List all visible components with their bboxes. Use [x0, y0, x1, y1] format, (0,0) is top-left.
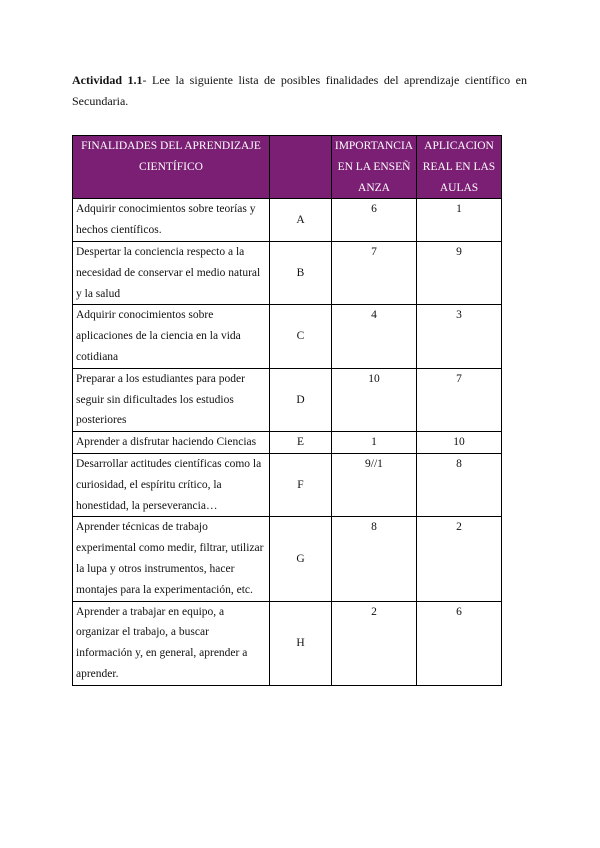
importancia-cell: 1 [332, 432, 417, 454]
aplicacion-cell: 7 [417, 368, 502, 431]
header-aplicacion: APLICACION REAL EN LAS AULAS [417, 136, 502, 199]
aplicacion-cell: 2 [417, 517, 502, 601]
table-row [73, 199, 502, 242]
aplicacion-cell: 10 [417, 432, 502, 454]
table-row [73, 453, 502, 516]
letter-cell: H [270, 601, 332, 685]
finalidad-cell: Preparar a los estudiantes para poder seguir sin dificultades los estudios posteriores [73, 368, 270, 431]
importancia-cell: 7 [332, 241, 417, 304]
finalidad-cell: Despertar la conciencia respecto a la necesidad de conservar el medio natural y la salud [73, 241, 270, 304]
importancia-cell: 4 [332, 305, 417, 368]
header-finalidades: FINALIDADES DEL APRENDIZAJE CIENTÍFICO [73, 136, 270, 199]
importancia-cell: 9//1 [332, 453, 417, 516]
letter-cell: A [270, 199, 332, 242]
finalidad-cell: Desarrollar actitudes científicas como la curiosidad, el espíritu crítico, la honestidad, la perseverancia… [73, 453, 270, 516]
activity-text: - Lee la siguiente lista de posibles finalidades del aprendizaje científico en Secundaria. [72, 73, 527, 108]
table-row [73, 368, 502, 431]
letter-cell: B [270, 241, 332, 304]
activity-intro [72, 70, 527, 112]
letter-cell: E [270, 432, 332, 454]
finalidad-cell: Aprender a trabajar en equipo, a organizar el trabajo, a buscar información y, en general, aprender a aprender. [73, 601, 270, 685]
aplicacion-cell: 8 [417, 453, 502, 516]
finalidad-cell: Adquirir conocimientos sobre teorías y hechos científicos. [73, 199, 270, 242]
table-header-row [73, 136, 502, 199]
activity-label: Actividad 1.1 [72, 73, 143, 87]
table-row [73, 601, 502, 685]
letter-cell: F [270, 453, 332, 516]
aplicacion-cell: 3 [417, 305, 502, 368]
aplicacion-cell: 9 [417, 241, 502, 304]
importancia-cell: 10 [332, 368, 417, 431]
table-row [73, 432, 502, 454]
importancia-cell: 6 [332, 199, 417, 242]
importancia-cell: 8 [332, 517, 417, 601]
aplicacion-cell: 1 [417, 199, 502, 242]
letter-cell: C [270, 305, 332, 368]
header-importancia: IMPORTANCIA EN LA ENSEÑANZA [332, 136, 417, 199]
letter-cell: G [270, 517, 332, 601]
table-row [73, 517, 502, 601]
finalidad-cell: Aprender técnicas de trabajo experimental como medir, filtrar, utilizar la lupa y otros instrumentos, hacer montajes para la experimentación, etc. [73, 517, 270, 601]
aplicacion-cell: 6 [417, 601, 502, 685]
importancia-cell: 2 [332, 601, 417, 685]
finalidad-cell: Adquirir conocimientos sobre aplicaciones de la ciencia en la vida cotidiana [73, 305, 270, 368]
table-row [73, 241, 502, 304]
table-row [73, 305, 502, 368]
finalidad-cell: Aprender a disfrutar haciendo Ciencias [73, 432, 270, 454]
header-letter [270, 136, 332, 199]
letter-cell: D [270, 368, 332, 431]
purposes-table [72, 135, 502, 686]
